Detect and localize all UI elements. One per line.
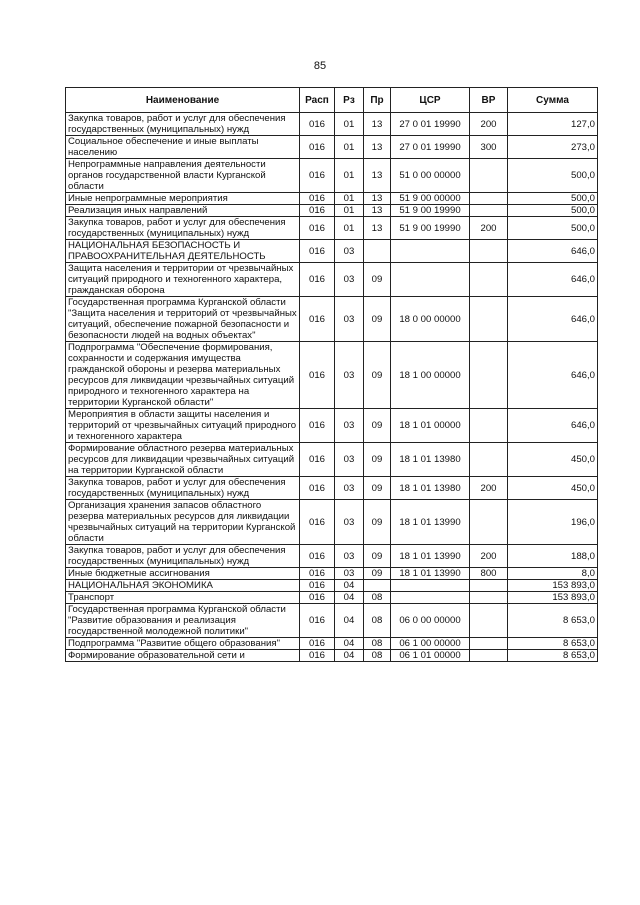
header-csr: ЦСР xyxy=(391,88,470,113)
cell-name: Подпрограмма "Обеспечение формирования, сохранности и содержания имущества гражданской обороны и резерва материальных ресурсов для ликвидации чрезвычайных ситуаций природного и техногенного характера на территории Курганской области" xyxy=(66,342,300,409)
cell-pr: 13 xyxy=(364,136,391,159)
cell-csr: 51 9 00 00000 xyxy=(391,193,470,205)
header-rz: Рз xyxy=(335,88,364,113)
cell-name: Организация хранения запасов областного резерва материальных ресурсов для ликвидации чрезвычайных ситуаций на территории Курганской области xyxy=(66,500,300,545)
cell-sum: 273,0 xyxy=(508,136,598,159)
cell-rz: 03 xyxy=(335,263,364,297)
cell-rz: 03 xyxy=(335,342,364,409)
cell-sum: 500,0 xyxy=(508,159,598,193)
cell-name: Иные бюджетные ассигнования xyxy=(66,568,300,580)
cell-csr: 18 1 01 13990 xyxy=(391,545,470,568)
table-row xyxy=(66,136,598,159)
cell-csr: 18 1 01 00000 xyxy=(391,409,470,443)
cell-rz: 01 xyxy=(335,205,364,217)
table-row xyxy=(66,193,598,205)
cell-rasp: 016 xyxy=(300,113,335,136)
table-row xyxy=(66,604,598,638)
cell-rasp: 016 xyxy=(300,205,335,217)
cell-csr: 27 0 01 19990 xyxy=(391,136,470,159)
cell-csr: 27 0 01 19990 xyxy=(391,113,470,136)
cell-rasp: 016 xyxy=(300,580,335,592)
cell-sum: 153 893,0 xyxy=(508,592,598,604)
cell-pr: 08 xyxy=(364,638,391,650)
table-row xyxy=(66,159,598,193)
cell-rz: 04 xyxy=(335,604,364,638)
cell-sum: 646,0 xyxy=(508,240,598,263)
cell-csr: 18 1 01 13990 xyxy=(391,568,470,580)
cell-name: НАЦИОНАЛЬНАЯ ЭКОНОМИКА xyxy=(66,580,300,592)
cell-pr: 09 xyxy=(364,500,391,545)
cell-pr: 09 xyxy=(364,263,391,297)
cell-pr: 13 xyxy=(364,205,391,217)
cell-csr xyxy=(391,580,470,592)
cell-rz: 03 xyxy=(335,500,364,545)
cell-csr xyxy=(391,263,470,297)
table-row xyxy=(66,477,598,500)
cell-rasp: 016 xyxy=(300,217,335,240)
cell-vr xyxy=(470,500,508,545)
header-rasp: Расп xyxy=(300,88,335,113)
cell-rz: 04 xyxy=(335,638,364,650)
cell-rz: 04 xyxy=(335,580,364,592)
cell-pr: 13 xyxy=(364,217,391,240)
header-sum: Сумма xyxy=(508,88,598,113)
cell-name: Подпрограмма "Развитие общего образования" xyxy=(66,638,300,650)
cell-rz: 03 xyxy=(335,240,364,263)
table-row xyxy=(66,205,598,217)
cell-vr xyxy=(470,205,508,217)
cell-name: Государственная программа Курганской области "Защита населения и территорий от чрезвычайных ситуаций, обеспечение пожарной безопасности и безопасности людей на водных объектах" xyxy=(66,297,300,342)
cell-pr: 09 xyxy=(364,477,391,500)
cell-rz: 03 xyxy=(335,409,364,443)
header-vr: ВР xyxy=(470,88,508,113)
header-name: Наименование xyxy=(66,88,300,113)
cell-csr: 18 1 01 13980 xyxy=(391,477,470,500)
cell-rasp: 016 xyxy=(300,342,335,409)
cell-name: НАЦИОНАЛЬНАЯ БЕЗОПАСНОСТЬ И ПРАВООХРАНИТЕЛЬНАЯ ДЕЯТЕЛЬНОСТЬ xyxy=(66,240,300,263)
cell-sum: 188,0 xyxy=(508,545,598,568)
cell-rasp: 016 xyxy=(300,545,335,568)
cell-rasp: 016 xyxy=(300,159,335,193)
cell-rz: 03 xyxy=(335,477,364,500)
cell-rz: 01 xyxy=(335,159,364,193)
cell-pr: 09 xyxy=(364,545,391,568)
cell-name: Закупка товаров, работ и услуг для обеспечения государственных (муниципальных) нужд xyxy=(66,545,300,568)
cell-csr: 18 1 01 13980 xyxy=(391,443,470,477)
cell-rz: 03 xyxy=(335,297,364,342)
cell-rasp: 016 xyxy=(300,193,335,205)
table-row xyxy=(66,500,598,545)
cell-sum: 196,0 xyxy=(508,500,598,545)
cell-rasp: 016 xyxy=(300,500,335,545)
cell-csr: 18 1 00 00000 xyxy=(391,342,470,409)
cell-vr xyxy=(470,604,508,638)
table-body xyxy=(66,113,598,662)
cell-rz: 04 xyxy=(335,592,364,604)
cell-rasp: 016 xyxy=(300,263,335,297)
cell-vr xyxy=(470,297,508,342)
cell-rasp: 016 xyxy=(300,443,335,477)
cell-csr: 06 1 00 00000 xyxy=(391,638,470,650)
cell-sum: 450,0 xyxy=(508,477,598,500)
cell-sum: 450,0 xyxy=(508,443,598,477)
cell-sum: 153 893,0 xyxy=(508,580,598,592)
table-row xyxy=(66,568,598,580)
cell-rz: 03 xyxy=(335,545,364,568)
cell-rz: 01 xyxy=(335,136,364,159)
cell-name: Непрограммные направления деятельности органов государственной власти Курганской области xyxy=(66,159,300,193)
cell-name: Формирование образовательной сети и xyxy=(66,650,300,662)
table-row xyxy=(66,342,598,409)
cell-rasp: 016 xyxy=(300,136,335,159)
cell-name: Транспорт xyxy=(66,592,300,604)
cell-rz: 04 xyxy=(335,650,364,662)
table-row xyxy=(66,592,598,604)
cell-rasp: 016 xyxy=(300,409,335,443)
cell-pr: 13 xyxy=(364,193,391,205)
table-row xyxy=(66,580,598,592)
cell-rasp: 016 xyxy=(300,604,335,638)
cell-vr xyxy=(470,592,508,604)
cell-rz: 03 xyxy=(335,568,364,580)
cell-pr: 08 xyxy=(364,650,391,662)
cell-csr: 18 1 01 13990 xyxy=(391,500,470,545)
cell-vr: 200 xyxy=(470,113,508,136)
cell-sum: 500,0 xyxy=(508,217,598,240)
cell-sum: 8 653,0 xyxy=(508,650,598,662)
cell-csr xyxy=(391,240,470,263)
cell-name: Закупка товаров, работ и услуг для обеспечения государственных (муниципальных) нужд xyxy=(66,113,300,136)
cell-vr xyxy=(470,409,508,443)
cell-csr: 51 9 00 19990 xyxy=(391,205,470,217)
cell-vr xyxy=(470,650,508,662)
cell-pr: 08 xyxy=(364,604,391,638)
cell-vr: 300 xyxy=(470,136,508,159)
cell-sum: 127,0 xyxy=(508,113,598,136)
cell-rasp: 016 xyxy=(300,592,335,604)
table-row xyxy=(66,638,598,650)
cell-pr: 09 xyxy=(364,568,391,580)
table-header-row xyxy=(66,88,598,113)
cell-pr: 13 xyxy=(364,113,391,136)
cell-rasp: 016 xyxy=(300,638,335,650)
cell-vr: 200 xyxy=(470,545,508,568)
cell-pr: 09 xyxy=(364,443,391,477)
cell-sum: 500,0 xyxy=(508,205,598,217)
cell-pr: 08 xyxy=(364,592,391,604)
cell-sum: 646,0 xyxy=(508,342,598,409)
cell-csr: 51 9 00 19990 xyxy=(391,217,470,240)
cell-vr xyxy=(470,342,508,409)
cell-name: Защита населения и территории от чрезвычайных ситуаций природного и техногенного характера, гражданская оборона xyxy=(66,263,300,297)
cell-sum: 646,0 xyxy=(508,297,598,342)
table-row xyxy=(66,240,598,263)
cell-name: Мероприятия в области защиты населения и территорий от чрезвычайных ситуаций природного и техногенного характера xyxy=(66,409,300,443)
cell-sum: 500,0 xyxy=(508,193,598,205)
cell-rz: 01 xyxy=(335,113,364,136)
cell-rasp: 016 xyxy=(300,650,335,662)
cell-pr: 13 xyxy=(364,159,391,193)
header-pr: Пр xyxy=(364,88,391,113)
cell-rasp: 016 xyxy=(300,297,335,342)
cell-vr: 200 xyxy=(470,477,508,500)
cell-name: Государственная программа Курганской области "Развитие образования и реализация государственной молодежной политики" xyxy=(66,604,300,638)
cell-csr: 18 0 00 00000 xyxy=(391,297,470,342)
cell-vr: 800 xyxy=(470,568,508,580)
cell-vr xyxy=(470,638,508,650)
table-row xyxy=(66,217,598,240)
cell-vr xyxy=(470,263,508,297)
page-number: 85 xyxy=(313,60,327,72)
cell-csr xyxy=(391,592,470,604)
cell-vr xyxy=(470,443,508,477)
table-row xyxy=(66,545,598,568)
cell-sum: 646,0 xyxy=(508,409,598,443)
cell-pr xyxy=(364,240,391,263)
table-row xyxy=(66,409,598,443)
cell-name: Формирование областного резерва материальных ресурсов для ликвидации чрезвычайных ситуаций на территории Курганской области xyxy=(66,443,300,477)
cell-sum: 8 653,0 xyxy=(508,604,598,638)
cell-vr xyxy=(470,580,508,592)
table-row xyxy=(66,443,598,477)
cell-pr: 09 xyxy=(364,409,391,443)
cell-name: Иные непрограммные мероприятия xyxy=(66,193,300,205)
cell-vr: 200 xyxy=(470,217,508,240)
cell-name: Закупка товаров, работ и услуг для обеспечения государственных (муниципальных) нужд xyxy=(66,477,300,500)
cell-rasp: 016 xyxy=(300,477,335,500)
cell-csr: 06 0 00 00000 xyxy=(391,604,470,638)
table-row xyxy=(66,263,598,297)
cell-rasp: 016 xyxy=(300,568,335,580)
budget-table xyxy=(65,87,598,662)
cell-csr: 51 0 00 00000 xyxy=(391,159,470,193)
table-row xyxy=(66,113,598,136)
cell-vr xyxy=(470,193,508,205)
table-row xyxy=(66,297,598,342)
cell-name: Реализация иных направлений xyxy=(66,205,300,217)
cell-sum: 646,0 xyxy=(508,263,598,297)
cell-sum: 8,0 xyxy=(508,568,598,580)
cell-pr xyxy=(364,580,391,592)
cell-csr: 06 1 01 00000 xyxy=(391,650,470,662)
cell-pr: 09 xyxy=(364,297,391,342)
cell-name: Социальное обеспечение и иные выплаты населению xyxy=(66,136,300,159)
cell-rz: 03 xyxy=(335,443,364,477)
table-row xyxy=(66,650,598,662)
cell-vr xyxy=(470,159,508,193)
cell-rz: 01 xyxy=(335,193,364,205)
cell-rasp: 016 xyxy=(300,240,335,263)
cell-vr xyxy=(470,240,508,263)
cell-sum: 8 653,0 xyxy=(508,638,598,650)
cell-pr: 09 xyxy=(364,342,391,409)
cell-rz: 01 xyxy=(335,217,364,240)
cell-name: Закупка товаров, работ и услуг для обеспечения государственных (муниципальных) нужд xyxy=(66,217,300,240)
